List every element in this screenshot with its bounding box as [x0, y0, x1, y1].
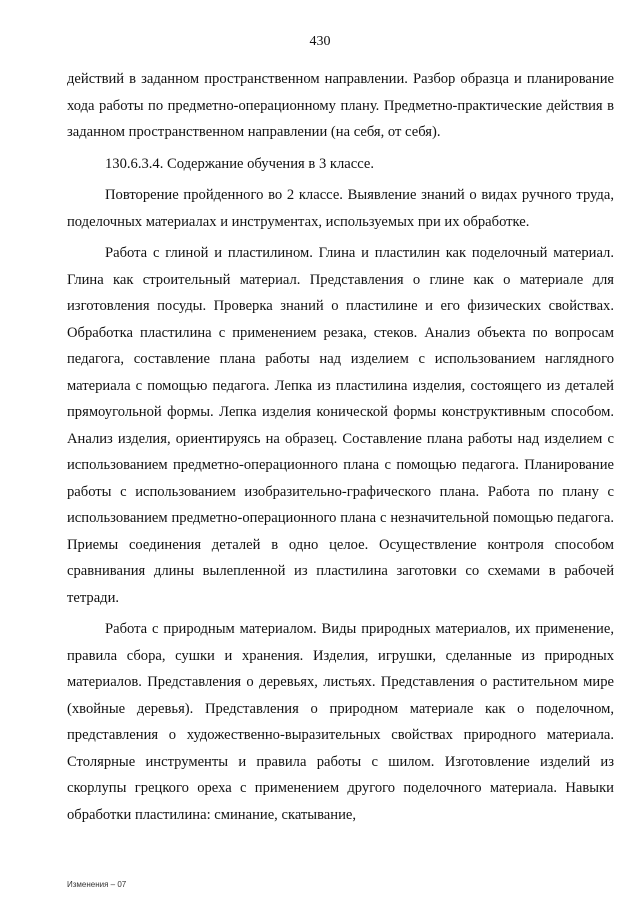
paragraph-continuation: действий в заданном пространственном направлении. Разбор образца и планирование хода работы по предметно-операционному плану. Предметно-практические действия в заданном пространственном направлении (на себя, от себя).	[67, 71, 614, 140]
paragraph-clay-plasticine: Работа с глиной и пластилином. Глина и пластилин как поделочный материал. Глина как строительный материал. Представления о глине как о материале для изготовления посуды. Проверка знаний о пластилине и его физических свойствах. Обработка пластилина с применением резака, стеков. Анализ объекта по вопросам педагога, составление плана работы над изделием с использованием наглядного материала с помощью педагога. Лепка из пластилина изделия, состоящего из деталей прямоугольной формы. Лепка изделия конической формы конструктивным способом. Анализ изделия, ориентируясь на образец. Составление плана работы над изделием с использованием предметно-операционного плана с помощью педагога. Планирование работы с использованием изобразительно-графического плана. Работа по плану с использованием предметно-операционного плана с незначительной помощью педагога. Приемы соединения деталей в одно целое. Осуществление контроля способом сравнивания длины вылепленной из пластилина заготовки со схемами в рабочей тетради.	[67, 245, 614, 606]
page-number: 430	[309, 34, 331, 49]
paragraph-review: Повторение пройденного во 2 классе. Выявление знаний о видах ручного труда, поделочных материалах и инструментах, используемых при их обработке.	[67, 187, 614, 230]
document-body	[67, 66, 614, 828]
footer-revision: Изменения – 07	[67, 880, 127, 889]
section-heading: 130.6.3.4. Содержание обучения в 3 классе.	[105, 155, 374, 172]
paragraph-natural-material: Работа с природным материалом. Виды природных материалов, их применение, правила сбора, сушки и хранения. Изделия, игрушки, сделанные из природных материалов. Представления о деревьях, листьях. Представления о растительном мире (хвойные деревья). Представления о природном материале как о поделочном, представления о художественно-выразительных свойствах природного материала. Столярные инструменты и правила работы с шилом. Изготовление изделий из скорлупы грецкого ореха с применением другого поделочного материала. Навыки обработки пластилина: сминание, скатывание,	[67, 621, 614, 823]
